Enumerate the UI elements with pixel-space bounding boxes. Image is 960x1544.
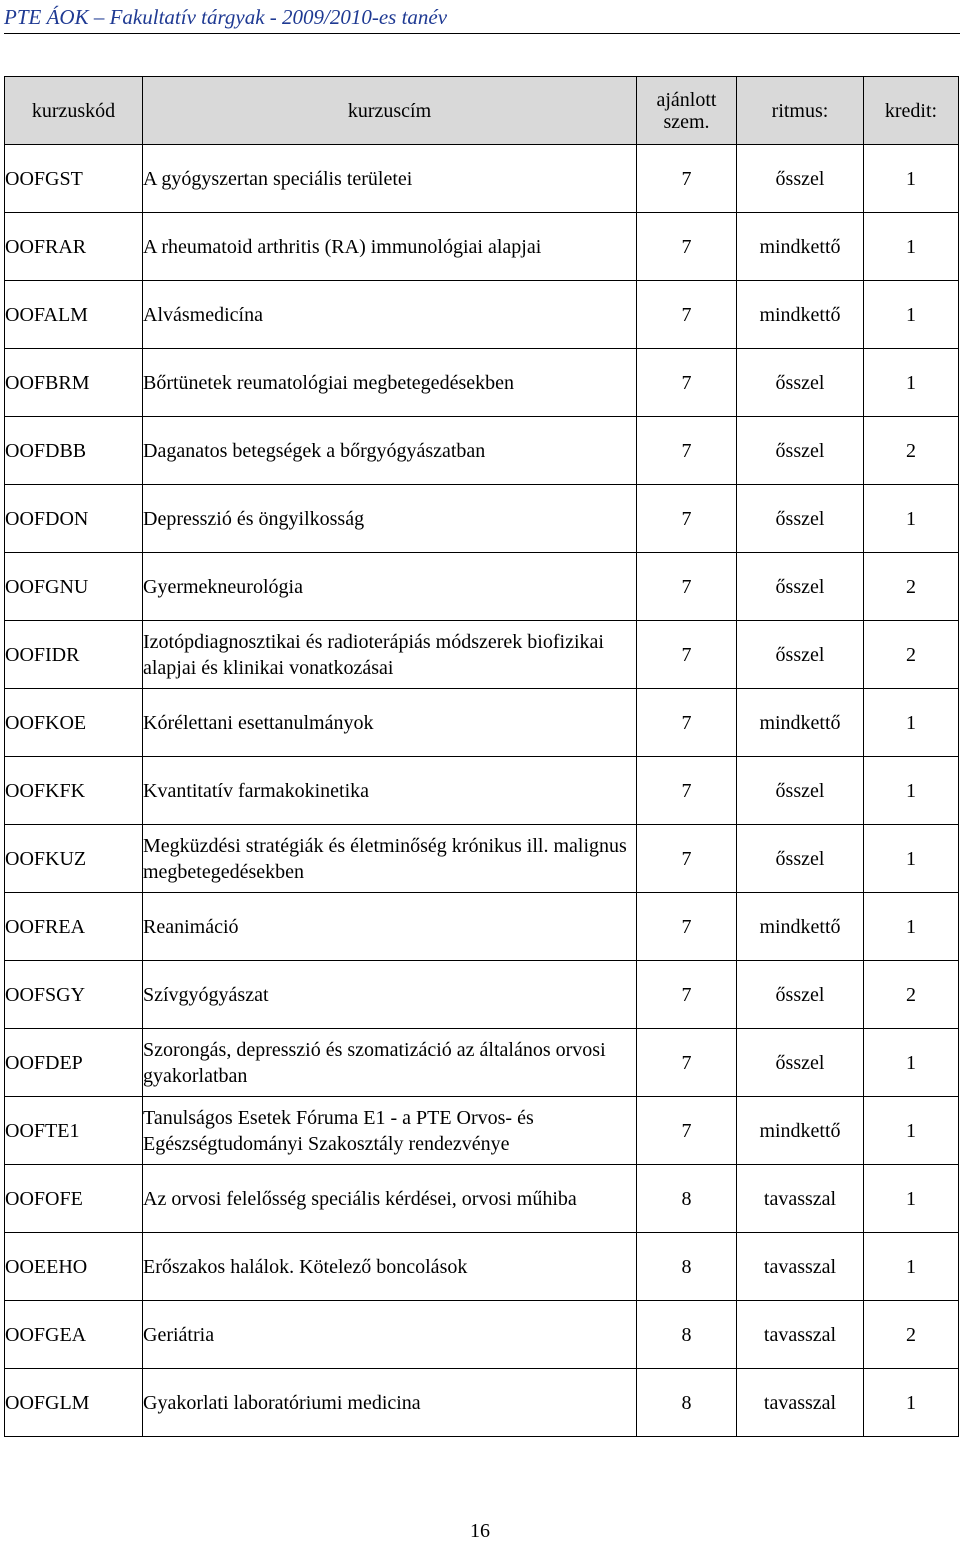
- course-title-text: Tanulságos Esetek Fóruma E1 - a PTE Orvos- és Egészségtudományi Szakosztály rendezvénye: [143, 1106, 534, 1155]
- column-header-semester-line2: szem.: [663, 110, 710, 133]
- course-code-cell: OOFTE1: [5, 1097, 143, 1165]
- rhythm-cell: ősszel: [737, 417, 864, 485]
- course-title-cell: Gyermekneurológia: [143, 553, 637, 621]
- credit-cell: 1: [864, 1029, 959, 1097]
- course-code-cell: OOEEHO: [5, 1233, 143, 1301]
- credit-cell: 1: [864, 485, 959, 553]
- course-code-cell: OOFREA: [5, 893, 143, 961]
- credit-cell: 1: [864, 757, 959, 825]
- recommended-semester-cell: 7: [637, 961, 737, 1029]
- credit-cell: 1: [864, 281, 959, 349]
- course-title-cell: [143, 1029, 637, 1097]
- recommended-semester-cell: 7: [637, 893, 737, 961]
- course-code-cell: OOFSGY: [5, 961, 143, 1029]
- course-code-cell: OOFGEA: [5, 1301, 143, 1369]
- recommended-semester-cell: 7: [637, 1029, 737, 1097]
- recommended-semester-cell: 7: [637, 553, 737, 621]
- rhythm-cell: mindkettő: [737, 893, 864, 961]
- credit-cell: 1: [864, 1165, 959, 1233]
- page-header-title: PTE ÁOK – Fakultatív tárgyak - 2009/2010-es tanév: [4, 5, 448, 29]
- course-code-cell: OOFKUZ: [5, 825, 143, 893]
- recommended-semester-cell: 7: [637, 145, 737, 213]
- table-row: [5, 417, 959, 485]
- recommended-semester-cell: 8: [637, 1233, 737, 1301]
- rhythm-cell: ősszel: [737, 553, 864, 621]
- course-title-cell: A gyógyszertan speciális területei: [143, 145, 637, 213]
- rhythm-cell: tavasszal: [737, 1165, 864, 1233]
- table-row: [5, 825, 959, 893]
- table-row: [5, 1301, 959, 1369]
- course-title-cell: Szívgyógyászat: [143, 961, 637, 1029]
- rhythm-cell: ősszel: [737, 1029, 864, 1097]
- recommended-semester-cell: 7: [637, 1097, 737, 1165]
- table-header: [5, 77, 959, 145]
- column-header-semester: [637, 77, 737, 145]
- table-row: [5, 689, 959, 757]
- course-code-cell: OOFIDR: [5, 621, 143, 689]
- recommended-semester-cell: 7: [637, 213, 737, 281]
- credit-cell: 1: [864, 893, 959, 961]
- recommended-semester-cell: 7: [637, 621, 737, 689]
- course-title-cell: Gyakorlati laboratóriumi medicina: [143, 1369, 637, 1437]
- credit-cell: 2: [864, 1301, 959, 1369]
- course-code-cell: OOFRAR: [5, 213, 143, 281]
- course-title-text: Izotópdiagnosztikai és radioterápiás módszerek biofizikai alapjai és klinikai vonatkozásai: [143, 630, 604, 679]
- recommended-semester-cell: 7: [637, 417, 737, 485]
- course-code-cell: OOFALM: [5, 281, 143, 349]
- rhythm-cell: mindkettő: [737, 689, 864, 757]
- rhythm-cell: tavasszal: [737, 1369, 864, 1437]
- course-title-text: Szorongás, depresszió és szomatizáció az általános orvosi gyakorlatban: [143, 1038, 606, 1087]
- course-title-cell: Bőrtünetek reumatológiai megbetegedésekben: [143, 349, 637, 417]
- table-row: [5, 213, 959, 281]
- header-row: [5, 77, 959, 145]
- recommended-semester-cell: 7: [637, 485, 737, 553]
- course-title-cell: [143, 621, 637, 689]
- course-code-cell: OOFDON: [5, 485, 143, 553]
- credit-cell: 1: [864, 825, 959, 893]
- table-row: [5, 281, 959, 349]
- course-code-cell: OOFOFE: [5, 1165, 143, 1233]
- credit-cell: 1: [864, 349, 959, 417]
- course-title-cell: Depresszió és öngyilkosság: [143, 485, 637, 553]
- table-row: [5, 1369, 959, 1437]
- recommended-semester-cell: 7: [637, 825, 737, 893]
- page-header: [4, 2, 960, 34]
- table-body: [5, 145, 959, 1437]
- table-row: [5, 757, 959, 825]
- course-code-cell: OOFGNU: [5, 553, 143, 621]
- credit-cell: 1: [864, 689, 959, 757]
- table-row: [5, 349, 959, 417]
- rhythm-cell: mindkettő: [737, 281, 864, 349]
- course-title-cell: Daganatos betegségek a bőrgyógyászatban: [143, 417, 637, 485]
- course-title-text: Megküzdési stratégiák és életminőség krónikus ill. malignus megbetegedésekben: [143, 834, 627, 883]
- course-code-cell: OOFDBB: [5, 417, 143, 485]
- credit-cell: 1: [864, 1369, 959, 1437]
- course-title-cell: Kvantitatív farmakokinetika: [143, 757, 637, 825]
- table-row: [5, 893, 959, 961]
- table-row: [5, 1029, 959, 1097]
- recommended-semester-cell: 8: [637, 1301, 737, 1369]
- course-code-cell: OOFKFK: [5, 757, 143, 825]
- credit-cell: 2: [864, 961, 959, 1029]
- recommended-semester-cell: 7: [637, 349, 737, 417]
- recommended-semester-cell: 8: [637, 1165, 737, 1233]
- course-title-cell: Alvásmedicína: [143, 281, 637, 349]
- rhythm-cell: ősszel: [737, 145, 864, 213]
- course-code-cell: OOFGLM: [5, 1369, 143, 1437]
- table-row: [5, 621, 959, 689]
- course-title-cell: [143, 1097, 637, 1165]
- course-code-cell: OOFKOE: [5, 689, 143, 757]
- credit-cell: 1: [864, 1097, 959, 1165]
- course-code-cell: OOFBRM: [5, 349, 143, 417]
- column-header-semester-line1: ajánlott: [656, 88, 717, 111]
- rhythm-cell: ősszel: [737, 961, 864, 1029]
- credit-cell: 2: [864, 553, 959, 621]
- course-title-cell: [143, 1165, 637, 1233]
- rhythm-cell: mindkettő: [737, 1097, 864, 1165]
- course-table: [4, 76, 959, 1437]
- course-code-cell: OOFGST: [5, 145, 143, 213]
- course-code-cell: OOFDEP: [5, 1029, 143, 1097]
- table-row: [5, 1097, 959, 1165]
- rhythm-cell: ősszel: [737, 621, 864, 689]
- course-title-cell: Reanimáció: [143, 893, 637, 961]
- recommended-semester-cell: 7: [637, 757, 737, 825]
- rhythm-cell: ősszel: [737, 757, 864, 825]
- course-title-cell: [143, 825, 637, 893]
- table-row: [5, 1233, 959, 1301]
- rhythm-cell: ősszel: [737, 485, 864, 553]
- rhythm-cell: ősszel: [737, 825, 864, 893]
- course-title-cell: Kórélettani esettanulmányok: [143, 689, 637, 757]
- rhythm-cell: tavasszal: [737, 1233, 864, 1301]
- course-title-cell: A rheumatoid arthritis (RA) immunológiai alapjai: [143, 213, 637, 281]
- column-header-credit: kredit:: [864, 77, 959, 145]
- recommended-semester-cell: 8: [637, 1369, 737, 1437]
- recommended-semester-cell: 7: [637, 281, 737, 349]
- rhythm-cell: mindkettő: [737, 213, 864, 281]
- credit-cell: 1: [864, 213, 959, 281]
- credit-cell: 2: [864, 621, 959, 689]
- course-title-cell: Geriátria: [143, 1301, 637, 1369]
- column-header-code: kurzuskód: [5, 77, 143, 145]
- credit-cell: 1: [864, 1233, 959, 1301]
- rhythm-cell: ősszel: [737, 349, 864, 417]
- rhythm-cell: tavasszal: [737, 1301, 864, 1369]
- credit-cell: 1: [864, 145, 959, 213]
- column-header-rhythm: ritmus:: [737, 77, 864, 145]
- course-title-cell: Erőszakos halálok. Kötelező boncolások: [143, 1233, 637, 1301]
- page-number: 16: [470, 1520, 490, 1542]
- table-row: [5, 553, 959, 621]
- table-row: [5, 485, 959, 553]
- course-title-text: Az orvosi felelősség speciális kérdései, orvosi műhiba: [143, 1187, 577, 1210]
- recommended-semester-cell: 7: [637, 689, 737, 757]
- column-header-title: kurzuscím: [143, 77, 637, 145]
- table-row: [5, 145, 959, 213]
- table-row: [5, 1165, 959, 1233]
- credit-cell: 2: [864, 417, 959, 485]
- table-row: [5, 961, 959, 1029]
